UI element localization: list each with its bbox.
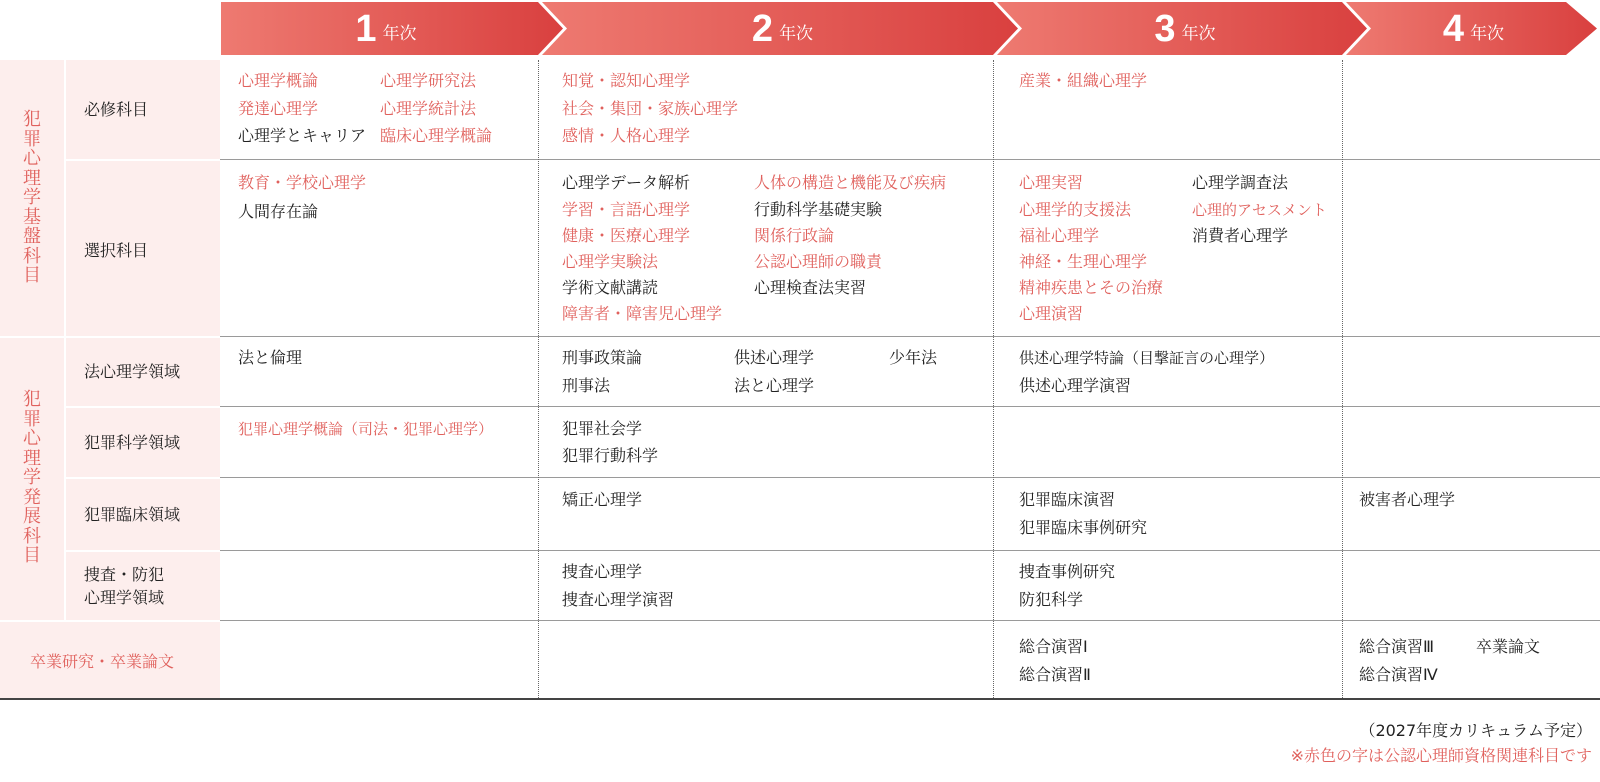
course: 神経・生理心理学: [1019, 252, 1148, 271]
course: 心理学研究法: [380, 71, 477, 90]
table-bottom-rule: [0, 698, 1600, 700]
row-legal-label: 法心理学領域: [84, 362, 181, 381]
course: 心理的アセスメント: [1192, 201, 1327, 219]
course: 心理演習: [1019, 304, 1084, 323]
row-criminology: [66, 408, 220, 477]
course: 刑事法: [562, 376, 611, 395]
course: 心理学調査法: [1192, 173, 1289, 192]
year-suffix: 年次: [382, 24, 417, 44]
divider: [220, 159, 1600, 160]
course: 社会・集団・家族心理学: [562, 99, 739, 118]
course: 心理検査法実習: [754, 278, 867, 297]
row-legal: [66, 338, 220, 406]
footnote-red-note: ※赤色の字は公認心理師資格関連科目です: [1290, 746, 1592, 765]
row-investigation-label-line2: 心理学領域: [84, 588, 165, 607]
row-clinical-label: 犯罪臨床領域: [84, 505, 181, 524]
year-4-label: [1366, 2, 1581, 55]
course: 産業・組織心理学: [1019, 71, 1148, 90]
group-column-separator: [64, 60, 66, 620]
row-investigation-label-line1: 捜査・防犯: [84, 565, 165, 584]
year-separator: [538, 60, 539, 698]
course: 刑事政策論: [562, 348, 643, 367]
course: 心理学とキャリア: [238, 126, 367, 145]
divider: [220, 406, 1600, 407]
course: 関係行政論: [754, 226, 835, 245]
course: 犯罪臨床演習: [1019, 490, 1116, 509]
course: 心理学統計法: [380, 99, 477, 118]
course: 捜査心理学演習: [562, 590, 675, 609]
course: 供述心理学演習: [1019, 376, 1132, 395]
course: 防犯科学: [1019, 590, 1084, 609]
row-investigation: [66, 552, 220, 620]
divider: [220, 620, 1600, 621]
year-3-label: [1015, 2, 1355, 55]
course: 発達心理学: [238, 99, 319, 118]
footnote-plan: （2027年度カリキュラム予定）: [1359, 721, 1592, 740]
course: 消費者心理学: [1192, 226, 1289, 245]
course: 供述心理学特論（目撃証言の心理学）: [1019, 349, 1275, 367]
course: 臨床心理学概論: [380, 126, 493, 145]
course: 犯罪臨床事例研究: [1019, 518, 1148, 537]
course: 心理実習: [1019, 173, 1084, 192]
course: 教育・学校心理学: [238, 173, 367, 192]
course: 犯罪社会学: [562, 419, 643, 438]
course: 精神疾患とその治療: [1019, 278, 1164, 297]
row-required-label: 必修科目: [84, 100, 149, 119]
course: 学術文献講読: [562, 278, 659, 297]
course: 犯罪行動科学: [562, 446, 659, 465]
course: 知覚・認知心理学: [562, 71, 691, 90]
course: 健康・医療心理学: [562, 226, 691, 245]
row-criminology-label: 犯罪科学領域: [84, 433, 181, 452]
course: 総合演習Ⅲ: [1359, 637, 1435, 656]
course: 学習・言語心理学: [562, 200, 691, 219]
course: 供述心理学: [734, 348, 815, 367]
course: 矯正心理学: [562, 490, 643, 509]
year-2-label: [560, 2, 1005, 55]
course: 法と倫理: [238, 348, 303, 367]
course: 公認心理師の職責: [754, 252, 883, 271]
year-separator: [1342, 60, 1343, 698]
course: 心理学概論: [238, 71, 319, 90]
year-suffix: 年次: [779, 24, 814, 44]
course: 行動科学基礎実験: [754, 200, 883, 219]
course: 心理学データ解析: [562, 173, 691, 192]
course: 人体の構造と機能及び疾病: [754, 173, 947, 192]
group-basic-label: 犯罪心理学基盤科目: [23, 109, 41, 286]
course: 人間存在論: [238, 202, 319, 221]
year-number: 3: [1154, 7, 1176, 50]
divider: [220, 550, 1600, 551]
row-clinical: [66, 479, 220, 550]
row-thesis-label: 卒業研究・卒業論文: [30, 652, 175, 671]
row-required: [66, 60, 220, 159]
course: 感情・人格心理学: [562, 126, 691, 145]
course: 法と心理学: [734, 376, 815, 395]
course: 卒業論文: [1476, 637, 1541, 656]
course: 少年法: [889, 348, 938, 367]
course: 福祉心理学: [1019, 226, 1100, 245]
year-number: 1: [355, 7, 377, 50]
group-development-label: 犯罪心理学発展科目: [23, 389, 41, 566]
divider: [220, 477, 1600, 478]
row-elective: [66, 161, 220, 336]
course: 捜査心理学: [562, 562, 643, 581]
year-suffix: 年次: [1470, 24, 1505, 44]
course: 総合演習Ⅳ: [1359, 665, 1438, 684]
course: 総合演習Ⅱ: [1019, 665, 1091, 684]
course: 心理学実験法: [562, 252, 659, 271]
course: 捜査事例研究: [1019, 562, 1116, 581]
course: 犯罪心理学概論（司法・犯罪心理学）: [238, 420, 494, 438]
year-1-label: [221, 2, 551, 55]
divider: [220, 336, 1600, 337]
year-number: 4: [1442, 7, 1465, 50]
year-number: 2: [751, 7, 774, 50]
course: 障害者・障害児心理学: [562, 304, 723, 323]
course: 心理学的支援法: [1019, 200, 1132, 219]
year-suffix: 年次: [1181, 24, 1216, 44]
course: 被害者心理学: [1359, 490, 1456, 509]
year-separator: [993, 60, 994, 698]
course: 総合演習Ⅰ: [1019, 637, 1088, 656]
row-elective-label: 選択科目: [84, 241, 149, 260]
